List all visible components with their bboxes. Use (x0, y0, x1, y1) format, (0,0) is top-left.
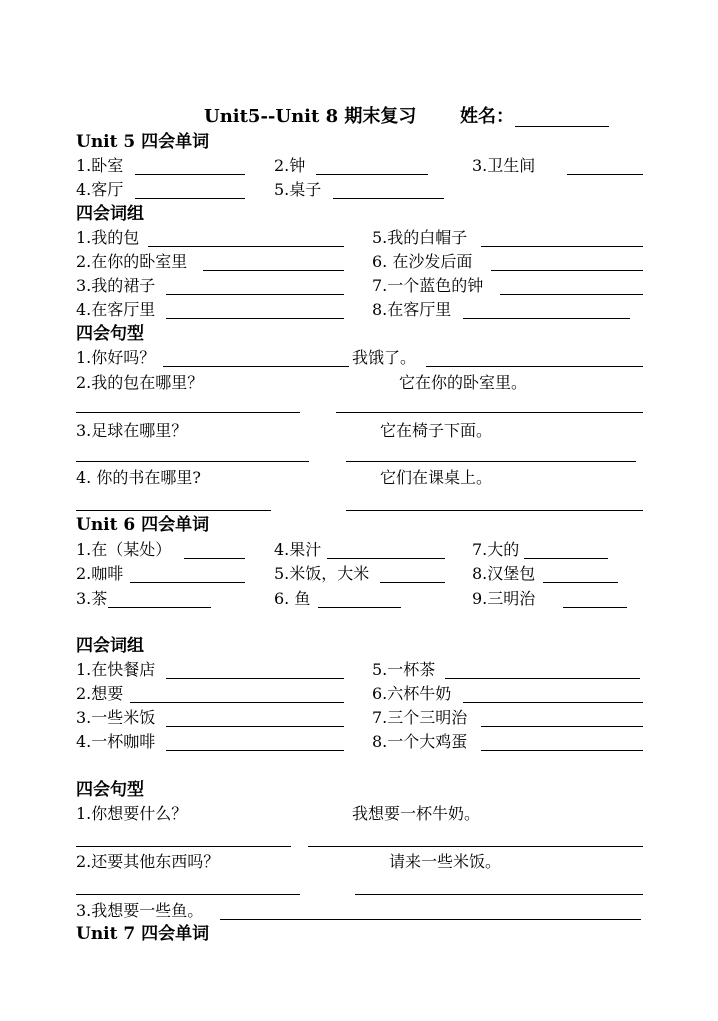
answer-blank[interactable] (463, 318, 630, 319)
answer-blank[interactable] (491, 270, 643, 271)
unit5-word: 2.钟 (274, 156, 306, 175)
answer-blank[interactable] (166, 678, 344, 679)
answer-blank[interactable] (463, 702, 643, 703)
answer-blank[interactable] (135, 198, 245, 199)
answer-blank[interactable] (108, 607, 211, 608)
unit7-heading: Unit 7 四会单词 (76, 924, 210, 944)
answer-blank[interactable] (481, 246, 643, 247)
unit5-phrase: 5.我的白帽子 (372, 228, 468, 247)
answer-blank[interactable] (76, 510, 271, 511)
unit5-sentence: 它在椅子下面。 (380, 421, 493, 440)
unit5-word: 4.客厅 (76, 180, 124, 199)
answer-blank[interactable] (481, 726, 643, 727)
unit5-sentence: 2.我的包在哪里？ (76, 373, 204, 392)
unit6-phrase: 5.一杯茶 (372, 660, 436, 679)
unit6-heading: Unit 6 四会单词 (76, 515, 210, 535)
unit5-sentence: 3.足球在哪里？ (76, 421, 188, 440)
name-blank[interactable] (515, 126, 609, 127)
answer-blank[interactable] (445, 678, 640, 679)
unit5-sentence: 我饿了。 (352, 348, 417, 367)
answer-blank[interactable] (220, 919, 641, 920)
unit6-sentence: 2.还要其他东西吗？ (76, 852, 220, 871)
unit6-phrase: 2.想要 (76, 684, 124, 703)
answer-blank[interactable] (76, 412, 300, 413)
unit6-sentence: 1.你想要什么？ (76, 804, 188, 823)
unit5-phrase: 7.一个蓝色的钟 (372, 276, 484, 295)
unit5-phrase: 8.在客厅里 (372, 300, 452, 319)
unit6-phrase: 6.六杯牛奶 (372, 684, 452, 703)
unit6-phrases-heading: 四会词组 (76, 636, 144, 656)
unit6-word: 1.在（某处） (76, 540, 172, 559)
unit5-phrase: 6. 在沙发后面 (372, 252, 473, 271)
unit5-word: 3.卫生间 (472, 156, 536, 175)
unit6-phrase: 8.一个大鸡蛋 (372, 732, 468, 751)
answer-blank[interactable] (380, 582, 445, 583)
unit5-sentence: 4. 你的书在哪里? (76, 468, 201, 487)
unit6-word: 7.大的 (472, 540, 520, 559)
unit5-heading: Unit 5 四会单词 (76, 132, 210, 152)
answer-blank[interactable] (543, 582, 618, 583)
answer-blank[interactable] (346, 510, 643, 511)
unit5-sentence: 它在你的卧室里。 (399, 373, 528, 392)
answer-blank[interactable] (327, 558, 445, 559)
unit6-sentence: 我想要一杯牛奶。 (352, 804, 481, 823)
unit5-phrase: 4.在客厅里 (76, 300, 156, 319)
answer-blank[interactable] (500, 294, 643, 295)
unit5-sentence: 1.你好吗？ (76, 348, 156, 367)
page-title: Unit5--Unit 8 期末复习 (204, 106, 417, 127)
unit6-phrase: 7.三个三明治 (372, 708, 468, 727)
unit6-word: 9.三明治 (472, 589, 536, 608)
unit5-word: 1.卧室 (76, 156, 124, 175)
unit5-phrase: 3.我的裙子 (76, 276, 156, 295)
answer-blank[interactable] (148, 246, 344, 247)
unit6-phrase: 4.一杯咖啡 (76, 732, 156, 751)
answer-blank[interactable] (166, 318, 344, 319)
answer-blank[interactable] (346, 461, 636, 462)
answer-blank[interactable] (163, 366, 349, 367)
unit6-word: 4.果汁 (274, 540, 322, 559)
answer-blank[interactable] (333, 198, 444, 199)
answer-blank[interactable] (76, 894, 300, 895)
answer-blank[interactable] (316, 174, 428, 175)
answer-blank[interactable] (524, 558, 608, 559)
unit5-phrase: 2.在你的卧室里 (76, 252, 188, 271)
unit6-phrase: 1.在快餐店 (76, 660, 156, 679)
answer-blank[interactable] (76, 846, 291, 847)
unit6-phrase: 3.一些米饭 (76, 708, 156, 727)
answer-blank[interactable] (166, 294, 344, 295)
answer-blank[interactable] (166, 726, 344, 727)
unit5-sentences-heading: 四会句型 (76, 324, 144, 344)
unit6-sentence: 请来一些米饭。 (389, 852, 502, 871)
unit6-word: 8.汉堡包 (472, 564, 536, 583)
answer-blank[interactable] (130, 702, 344, 703)
unit5-phrases-heading: 四会词组 (76, 204, 144, 224)
answer-blank[interactable] (426, 366, 643, 367)
answer-blank[interactable] (308, 846, 643, 847)
unit6-word: 2.咖啡 (76, 564, 124, 583)
unit6-sentences-heading: 四会句型 (76, 780, 144, 800)
answer-blank[interactable] (166, 750, 344, 751)
answer-blank[interactable] (76, 461, 309, 462)
unit6-word: 3.茶 (76, 589, 108, 608)
unit5-sentence: 它们在课桌上。 (380, 468, 493, 487)
answer-blank[interactable] (130, 582, 245, 583)
unit6-word: 5.米饭，大米 (274, 564, 370, 583)
unit6-word: 6. 鱼 (274, 589, 311, 608)
unit5-word: 5.桌子 (274, 180, 322, 199)
answer-blank[interactable] (355, 894, 643, 895)
answer-blank[interactable] (567, 174, 643, 175)
answer-blank[interactable] (318, 607, 401, 608)
answer-blank[interactable] (563, 607, 627, 608)
answer-blank[interactable] (481, 750, 643, 751)
answer-blank[interactable] (336, 412, 643, 413)
answer-blank[interactable] (184, 558, 245, 559)
unit6-sentence: 3.我想要一些鱼。 (76, 901, 204, 920)
answer-blank[interactable] (203, 270, 344, 271)
name-label: 姓名： (460, 106, 514, 127)
answer-blank[interactable] (135, 174, 245, 175)
unit5-phrase: 1.我的包 (76, 228, 140, 247)
